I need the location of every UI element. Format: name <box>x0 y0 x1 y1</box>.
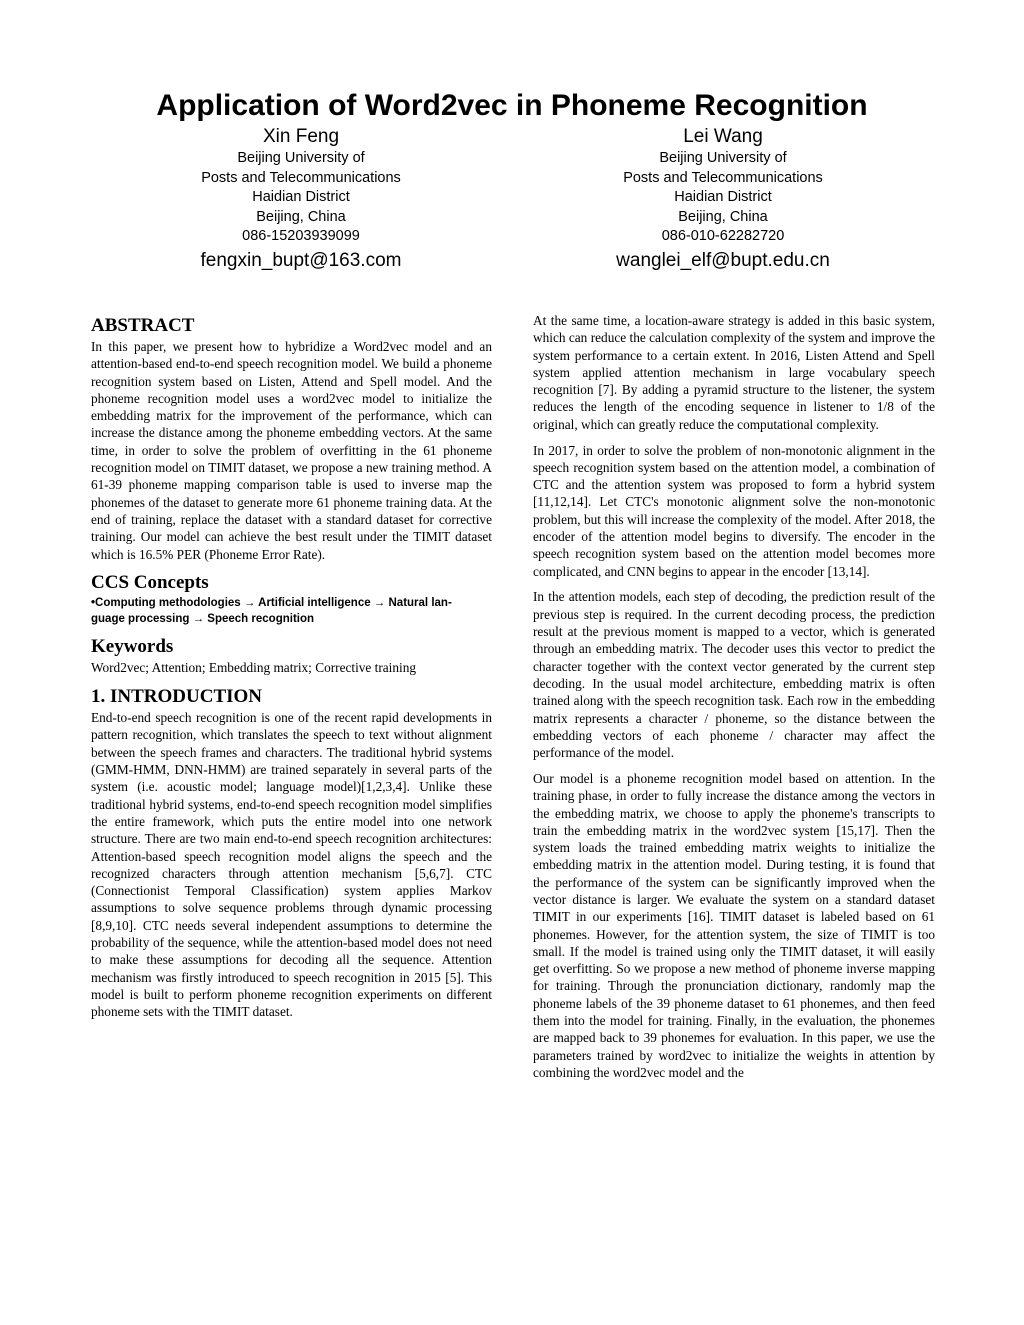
introduction-paragraph-4: In the attention models, each step of decoding, the prediction result of the previous step is required. In the current decoding process, the prediction result at the previous moment is mapped to a vector, which is generated through an embedding matrix. The decoder uses this vector to predict the character together with the context vector generated by the current step decoding. In the usual model architecture, embedding matrix is often trained along with the speech recognition task. Each row in the embedding matrix represents a character / phoneme, so the distance between the embedding vectors of each phoneme / character may affect the performance of the model. <box>533 589 935 761</box>
introduction-paragraph-1: End-to-end speech recognition is one of the recent rapid developments in pattern recognition, which translates the speech to text without alignment between the speech frames and characters. The traditional hybrid systems (GMM-HMM, DNN-HMM) are trained separately in several parts of the system (i.e. acoustic model; language model)[1,2,3,4]. Unlike these traditional hybrid systems, end-to-end speech recognition model simplifies the entire framework, which puts the entire model into one network structure. There are two main end-to-end speech recognition architectures: Attention-based speech recognition model aligns the speech and the recognized characters through attention mechanism [5,6,7]. CTC (Connectionist Temporal Classification) system applies Markov assumptions to solve sequence problems through dynamic processing [8,9,10]. CTC needs several independent assumptions to determine the probability of the sequence, while the attention-based model does not need to make these assumptions for decoding all the sequence. Attention mechanism was firstly introduced to speech recognition in 2015 [5]. This model is built to perform phoneme recognition experiments on different phoneme sets with the TIMIT dataset. <box>91 710 492 1020</box>
ccs-line-1: •Computing methodologies → Artificial intelligence → Natural lan- <box>91 597 452 610</box>
author-affiliation-line-2: Posts and Telecommunications <box>201 169 401 186</box>
paper-title: Application of Word2vec in Phoneme Recognition <box>156 89 868 122</box>
abstract-heading: ABSTRACT <box>91 315 195 336</box>
author-block-1 <box>131 124 471 274</box>
author-affiliation-line-1: Beijing University of <box>237 150 365 166</box>
author-email: fengxin_bupt@163.com <box>200 249 402 271</box>
author-phone: 086-010-62282720 <box>661 228 785 245</box>
right-column <box>533 312 935 1090</box>
introduction-paragraph-5: Our model is a phoneme recognition model based on attention. In the training phase, in order to fully increase the distance among the vectors in the embedding matrix, we choose to apply the phoneme's transcripts to train the embedding matrix in the word2vec system [15,17]. Then the system loads the trained embedding matrix weights to initialize the embedding matrix in the attention model. During testing, it is found that the performance of the system can be significantly improved when the vector distance is larger. We evaluate the system on a standard dataset TIMIT in our experiments [16]. TIMIT dataset is labeled based on 61 phonemes. However, for the attention system, the size of TIMIT is too small. If the model is trained using only the TIMIT dataset, it will easily get overfitting. So we propose a new method of phoneme inverse mapping for training. Through the pronunciation dictionary, randomly map the phoneme labels of the 39 phoneme dataset to 61 phonemes, and then feed them into the model for training. Finally, in the evaluation, the phonemes are mapped back to 39 phonemes for evaluation. In this paper, we use the parameters trained by word2vec to initialize the weights in attention by combining the word2vec model and the <box>533 770 935 1080</box>
left-column <box>91 312 492 1029</box>
keywords-heading: Keywords <box>91 636 174 658</box>
ccs-heading: CCS Concepts <box>91 572 209 594</box>
introduction-heading: 1. INTRODUCTION <box>91 686 263 708</box>
abstract-text: In this paper, we present how to hybridize a Word2vec model and an attention-based end-to-end speech recognition model. We build a phoneme recognition system based on Listen, Attend and Spell model. And the phoneme recognition model uses a word2vec model to initialize the embedding matrix for the improvement of the performance, which can increase the distance among the phoneme embedding vectors. At the same time, in order to solve the problem of overfitting in the 61 phoneme recognition model on TIMIT dataset, we propose a new training method. A 61-39 phoneme mapping comparison table is used to inverse map the phonemes of the dataset to generate more 61 phoneme training data. At the end of training, replace the dataset with a standard dataset for corrective training. Our model can achieve the best result under the TIMIT dataset which is 16.5% PER (Phoneme Error Rate). <box>91 339 492 562</box>
author-affiliation-line-1: Beijing University of <box>659 150 787 166</box>
keywords-text: Word2vec; Attention; Embedding matrix; Corrective training <box>91 660 416 676</box>
author-name: Lei Wang <box>683 126 763 147</box>
introduction-paragraph-3: In 2017, in order to solve the problem of non-monotonic alignment in the speech recognition system based on the attention model, a combination of CTC and the attention system was proposed to form a hybrid system [11,12,14]. Let CTC's monotonic alignment solve the non-monotonic problem, but this will increase the complexity of the model. After 2018, the encoder of the attention model begins to diversify. The encoder in the speech recognition system based on the attention model becomes more complicated, and CNN begins to appear in the encoder [13,14]. <box>533 442 935 579</box>
author-city: Beijing, China <box>678 208 768 225</box>
author-city: Beijing, China <box>256 208 346 225</box>
author-affiliation-line-2: Posts and Telecommunications <box>623 169 823 186</box>
ccs-line-2: guage processing → Speech recognition <box>91 613 315 626</box>
author-name: Xin Feng <box>262 126 340 147</box>
introduction-paragraph-2: At the same time, a location-aware strategy is added in this basic system, which can reduce the calculation complexity of the system and improve the system performance to a certain extent. In 2016, Listen Attend and Spell system applied attention mechanism in large vocabulary speech recognition [7]. By adding a pyramid structure to the listener, the system reduces the length of the encoding sequence in listener to 1/8 of the original, which can greatly reduce the computational complexity. <box>533 313 935 432</box>
author-district: Haidian District <box>252 189 350 206</box>
author-email: wanglei_elf@bupt.edu.cn <box>616 249 830 271</box>
ccs-concepts <box>91 595 492 627</box>
author-phone: 086-15203939099 <box>242 228 360 245</box>
author-district: Haidian District <box>674 189 772 206</box>
author-block-2 <box>553 124 893 274</box>
